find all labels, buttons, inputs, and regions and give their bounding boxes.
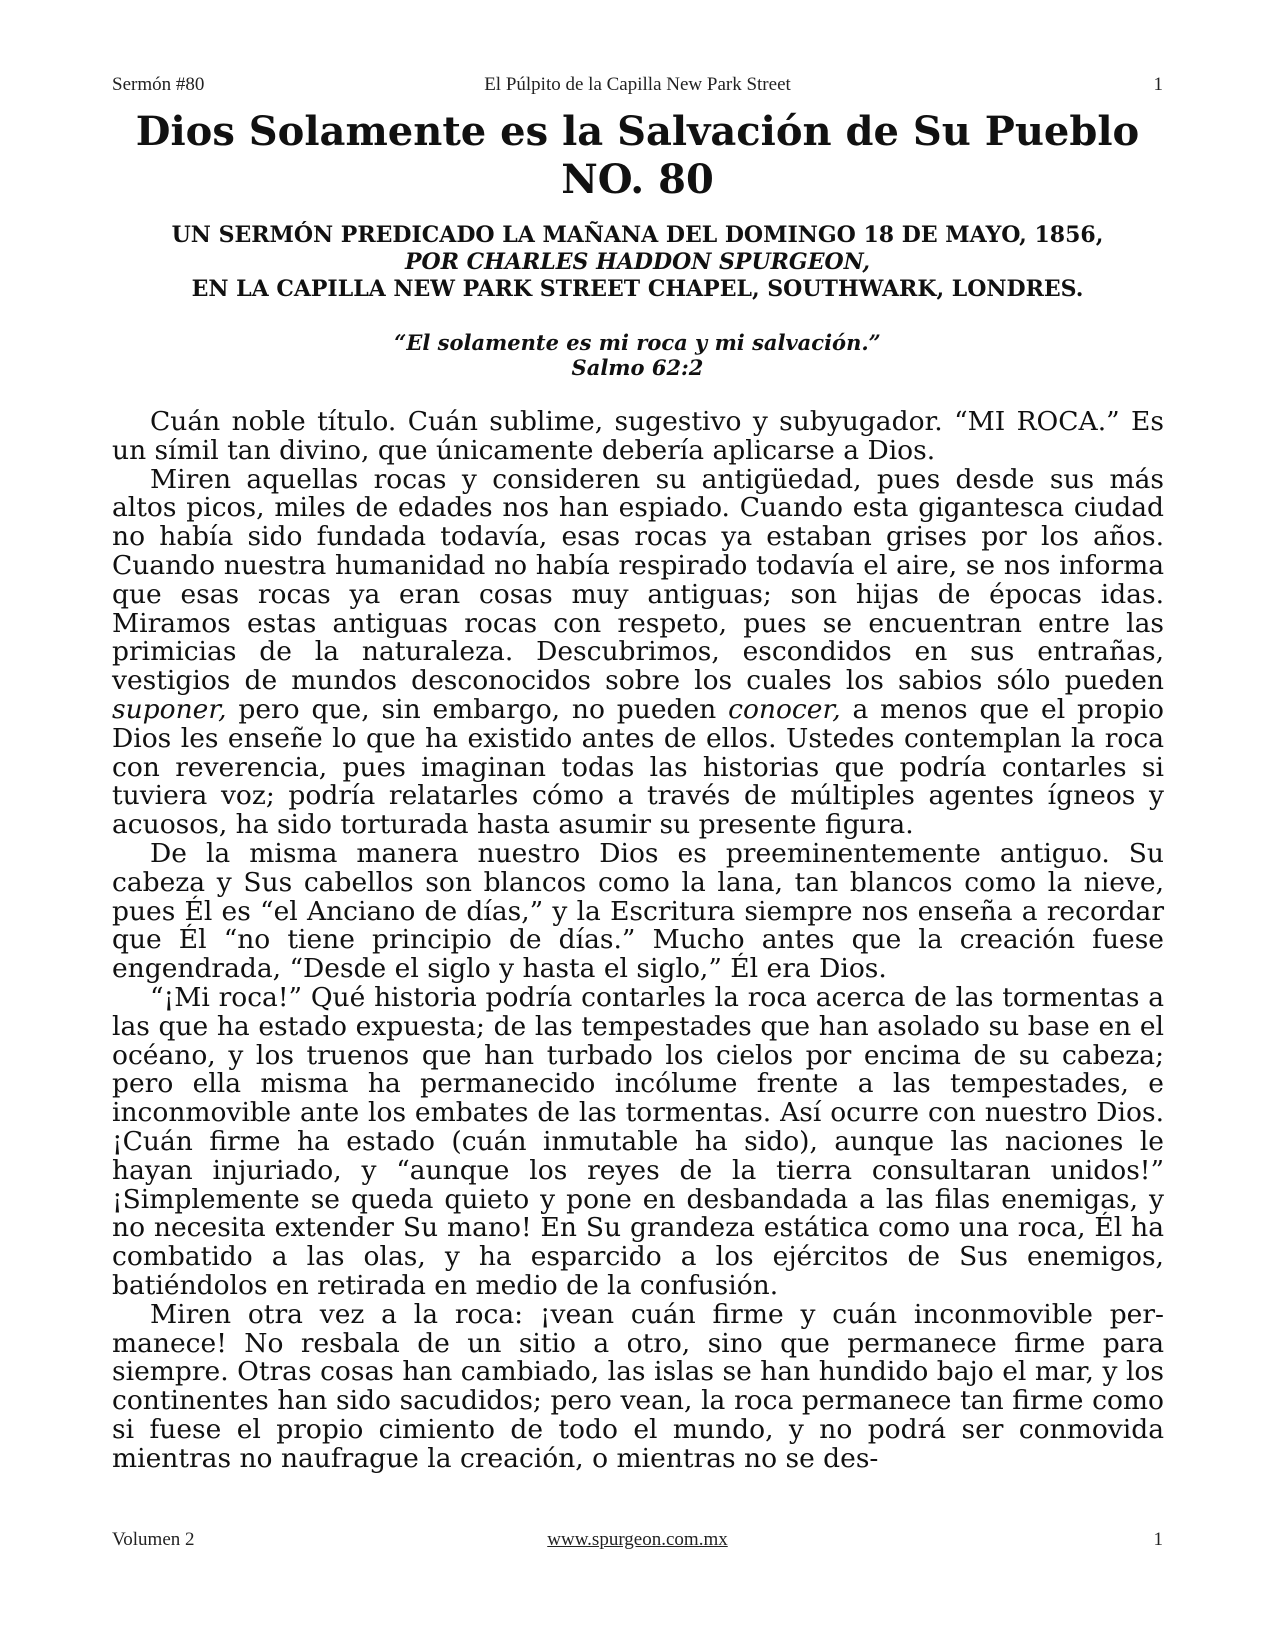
epigraph-reference: Salmo 62:2: [571, 355, 704, 380]
paragraph-1: Cuán noble título. Cuán sublime, sugestivo y subyugador. “MI ROCA.” Es un símil tan divino, que únicamente debería aplicarse a Dios.: [112, 406, 1164, 466]
header-sermon-number: Sermón #80: [112, 74, 205, 95]
header-publication-title: El Púlpito de la Capilla New Park Street: [484, 74, 791, 95]
paragraph-5: Miren otra vez a la roca: ¡vean cuán firme y cuán inconmovible permanece! No resbala de un sitio a otro, sino que permanece firme para siempre. Otras cosas han cambiado, las islas se han hundido bajo el mar, y los continentes han sido sacudidos; pero vean, la roca permanece tan firme como si fuese el propio cimiento de todo el mundo, y no podrá ser conmovida mientras no naufrague la creación, o mientras no se des-: [112, 1298, 1164, 1474]
sermon-title-main: Dios Solamente es la Salvación de Su Pueblo: [135, 108, 1140, 155]
subhead-location: EN LA CAPILLA NEW PARK STREET CHAPEL, SOUTHWARK, LONDRES.: [191, 276, 1084, 302]
sermon-title: [60, 108, 1215, 204]
footer-website-link[interactable]: www.spurgeon.com.mx: [547, 1529, 728, 1550]
sermon-number: NO. 80: [561, 156, 714, 203]
paragraph-2-part-b: pero que, sin embargo, no pueden: [226, 693, 729, 725]
paragraph-2-part-c: a menos que el propio Dios les enseñe lo que ha existido antes de ellos. Ustedes contemplan la roca con reverencia, pues imaginan todas las historias que podría contarles si tuviera voz; podría relatarles cómo a través de múltiples agentes ígneos y acuosos, ha sido torturada hasta asumir su presente figura.: [112, 693, 1165, 841]
paragraph-2-emphasis-suponer: suponer,: [112, 693, 227, 725]
subhead-date: UN SERMÓN PREDICADO LA MAÑANA DEL DOMINGO 18 DE MAYO, 1856,: [171, 222, 1104, 248]
header-page-number: 1: [1153, 74, 1163, 95]
scripture-epigraph: [60, 330, 1215, 380]
sermon-body: [112, 408, 1164, 1473]
footer-page-number: 1: [1153, 1529, 1163, 1550]
subhead-author: POR CHARLES HADDON SPURGEON,: [404, 249, 870, 275]
footer-website-wrap: [112, 1529, 1163, 1551]
paragraph-2-part-a: Miren aquellas rocas y consideren su antigüedad, pues desde sus más altos picos, miles de edades nos han espiado. Cuando esta gigantesca ciudad no había sido fundada todavía, esas rocas ya estaban grises por los años. Cuando nuestra humanidad no había respirado todavía el aire, se nos informa que esas rocas ya eran cosas muy antiguas; son hijas de épocas idas. Miramos estas antiguas rocas con respeto, pues se encuentran entre las primicias de la naturaleza. Descubrimos, escondidos en sus entrañas, vestigios de mundos desconocidos sobre los cuales los sabios sólo pueden: [112, 463, 1164, 697]
paragraph-4: “¡Mi roca!” Qué historia podría contarles la roca acerca de las tormentas a las que ha estado expuesta; de las tempestades que han asolado su base en el océano, y los truenos que han turbado los cielos por encima de su cabeza; pero ella misma ha permanecido incólume frente a las tempestades, e inconmovible ante los embates de las tormentas. Así ocurre con nuestro Dios. ¡Cuán firme ha estado (cuán inmutable ha sido), aunque las naciones le hayan injuriado, y “aunque los reyes de la tierra consultaran unidos!” ¡Simplemente se queda quieto y pone en desbandada a las filas enemigas, y no necesita extender Su mano! En Su grandeza estática como una roca, Él ha combatido a las olas, y ha esparcido a los ejércitos de Sus enemigos, batiéndolos en retirada en medio de la confusión.: [112, 981, 1164, 1301]
paragraph-3: De la misma manera nuestro Dios es preeminentemente antiguo. Su cabeza y Sus cabellos son blancos como la lana, tan blancos como la nieve, pues Él es “el Anciano de días,” y la Escritura siempre nos enseña a recordar que Él “no tiene principio de días.” Mucho antes que la creación fuese engendrada, “Desde el siglo y hasta el siglo,” Él era Dios.: [112, 837, 1164, 985]
paragraph-2: [112, 463, 1165, 841]
page-header: [112, 74, 1163, 98]
epigraph-quote: “El solamente es mi roca y mi salvación.”: [394, 330, 881, 355]
paragraph-2-emphasis-conocer: conocer,: [728, 693, 841, 725]
sermon-subheading: [60, 222, 1215, 303]
footer-volume: Volumen 2: [112, 1529, 195, 1550]
page-footer: [112, 1529, 1163, 1553]
